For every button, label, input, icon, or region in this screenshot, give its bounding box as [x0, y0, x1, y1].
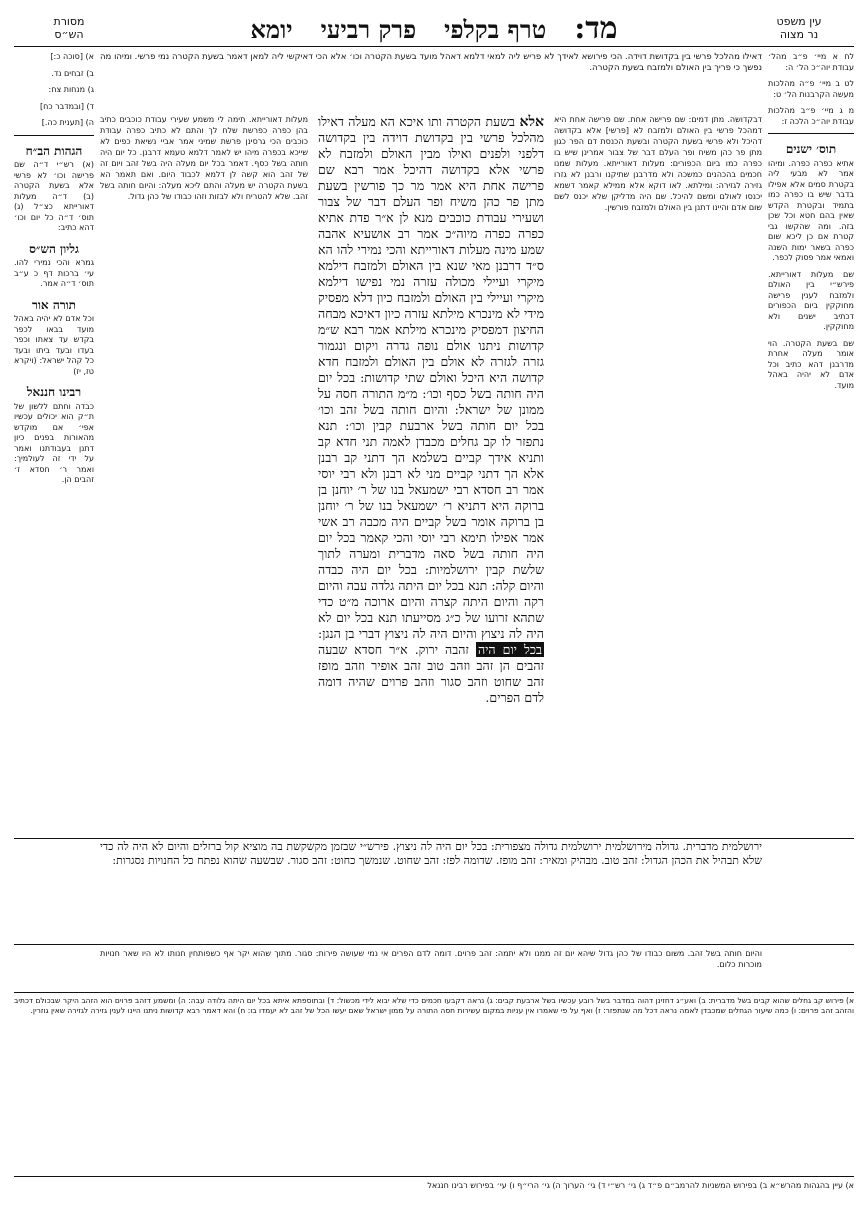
gemara-opening-word: אלא [519, 114, 544, 130]
tosafot-yeshanim-text: אתיא כפרה כפרה. ומיהו אמר לא מבעי ליה בקטרת סמים אלא אפילו בדבר שיש בו כפרה כמו בתמיד ובקטרת הקדש שאין בהם חטא וכל שכן בזה. ומה שהקשו גבי קטרת אם כן ליכא שום כפרה בשאר ימות השנה ואמאי אמר פסוק לכפר. [768, 158, 854, 262]
hagahot-habach-title: הגהות הב״ח [25, 143, 83, 158]
masoret-item: א) [סוכה כ:] [50, 52, 94, 61]
ein-mishpat-item: לח א מיי׳ פ״ב מהל׳ עבודת יוה״כ הל׳ ה: [768, 52, 854, 72]
gilyon-text: גמרא והכי נמירי להו. עי׳ ברכות דף כ ע״ב תוס׳ ד״ה אמר. [14, 258, 94, 288]
bottom-rashi: והיום חותה בשל זהב. משום כבודו של כהן גדול שיהא יום זה ממנו ולא יתמה: זהב פרוים. דומה לדם הפרים אי נמי שעושה פירות: סגור. מתוך שהוא יקר אף כשפותחין חנותו לא היו שאר חנויות מוכרות כלום. [100, 949, 762, 969]
right-margin [768, 52, 854, 397]
left-margin [14, 52, 94, 492]
separator [14, 838, 854, 839]
gemara-highlight: בכל יום היה [477, 642, 542, 657]
separator [14, 1176, 854, 1177]
torah-or-title: תורה אור [31, 297, 77, 312]
rashi-column [554, 114, 762, 834]
masoret-label: מסורת הש״ס [53, 15, 85, 41]
ein-mishpat-label: עין משפט נר מצוה [776, 15, 822, 41]
rabbenu-chananel-text: כבדה וחתם ללשון של ת״ק הוא יכולים עכשיו אפי׳ אם מוקדש מהאורות בפנים כיון דתנן בעבודתנו ואמר על ידי זה לעולמיך: ואמר ר׳ חסדא ז׳ זהבים הן. [14, 401, 94, 484]
divider [768, 133, 854, 134]
footnotes: א) פירוש קב גחלים שהוא קבים בשל מדברית: ב) ואע״ג דחזינן דהוה במדבר בשל רובע עכשיו בשל ארבעת קבים: ג) נראה דקבעו חכמים כדי שלא יבוא לידי מכשול: ד) ובתוספתא איתא בכל יום היתה גלודה עבה: ה) ומשמע דזהב פרוים הוא הזהב היקר שבכולם דכתיב והזהב זהב פרוים: ו) כמה שיעור הגחלים שמכבדן לאמה נראה דכל מה שנתפזר: ז) ואף על פי שאמרו אין עניות במקום עשירות חסה התורה על ממון ישראל שאם יעשו הכל של זהב לא יעמדו בו: ח) והא דאמר רבא קדושות ניתנו היינו לענין גזירה לגזירה שאין גוזרין. [14, 996, 854, 1015]
masoret-item: ב) זבחים נד. [51, 68, 94, 78]
page-number: מד: [574, 10, 618, 46]
divider [14, 135, 94, 136]
gemara-column [318, 114, 544, 834]
ein-mishpat-item: לט ב מיי׳ פ״ה מהלכות מעשה הקרבנות הל׳ ט: [768, 79, 854, 99]
gilyon-title: גליון הש״ס [29, 241, 79, 256]
bottom-commentary: ירושלמית מדברית. גדולה מירושלמית ירושלמית גדולה מצפורית: בכל יום היה לה ניצוץ. פירש״י שבזמן מקשקשת בה מוציא קול ברזלים והיום לא היה לה כדי שלא תבהיל את הכהן הגדול: זהב טוב. מבהיק ומאיר: זהב מופז. שדומה לפז: זהב שחוט. שנמשך כחוט: זהב סגור. שבשעה שהוא נפתח כל החנויות נסגרות: [100, 840, 762, 867]
header-title-2: פרק רביעי [320, 14, 417, 44]
rabbenu-chananel-title: רבינו חננאל [26, 385, 82, 399]
ein-mishpat-item: מ ג מיי׳ פ״ב מהלכות עבודת יוה״כ הלכה ז: [768, 106, 854, 126]
separator [14, 992, 854, 993]
gemara-text: בשעת הקטרה ותו איכא הא מעלה דאילו מהלכל פרשי בין בקדושת דוידה בין בקדושה דלפני ולפנים ואילו מבין האולם ולמזבח לא פרשי אלא בקדושה דהיכל אמר רבא שם פרישה אחת היא אמר מר כך פורשין בשעת מתן פר כהן משיח ופר העלם דבר של צבור ושעירי עבודת כוכבים מנא לן א״ר פדת אתיא כפרה כפרה מיוה״כ אמר רב אושעיא אהבה שמע מינה מעלות דאורייתא והכי נמירי להו הא ס״ד דרבנן מאי שנא בין האולם ולמזבח דילמא מיקרי ועיילי מכולה עזרה נמי נפישו דילמא מיקרי ועיילי בין האולם ולמזבח כיון דלא מפסיק מידי לא מינכרא מילתא עזרה כיון דאיכא מבחה החיצון דמפסיק מינכרא מילתא אמר רבא ש״מ קדושות ניתנו אולם נופה גדרה ויקום ונגמור גזרה לגזרה לא אולם בין האולם ולמזבח חדא קדושה היא היכל ואולם שתי קדושות: בכל יום היה חותה בשל כסף וכו׳: מ״מ התורה חסה על ממונן של ישראל: והיום חותה בשל זהב וכו׳ בכל יום חותה בשל ארבעת קבין וכו׳: תנא נתפזר לו קב גחלים מכבדן לאמה תני חדא קב ותניא אידך קביים בשלמא הך דתני קב רבנן אלא הך דתני קביים מני לא רבנן ולא רבי יוסי אמר רב חסדא רבי ישמעאל בנו של ר׳ יוחנן בן ברוקה היא דתניא ר׳ ישמעאל בנו של ר׳ יוחנן בן ברוקה אומר בשל קביים היה מכבה רב אשי אמר אפילו תימא רבי יוסי והכי קאמר בכל יום היה חותה בשל סאה מדברית ומערה לתוך שלשת קבין ירושלמיות: בכל יום היה כבדה והיום קלה: תנא בכל יום היתה גלדה עבה והיום רקה והיום היתה קצרה והיום ארוכה מ״ט כדי שתהא זרועו של כ״ג מסייעתו תנא בכל יום לא היה לה ניצוץ והיום היה לה ניצוץ דברי בן הנגן: [318, 114, 544, 641]
tosafot-text: מעלות דאורייתא. תימה לי משמע שעירי עבודת כוכבים כתיב בהן כפרה כפרשת שלח לך והתם לא כתיב כפרה עבודת כוכבים הכי גרסינן פרשת שמיני אמר אביי נשיאת כפים לא שייכא בכפרה מיהו יש לאמר דלמא טעמא דרבנן. כל יום היה חותה בשל כסף. דאמר בכל יום מעלה היה בשל זהב ויום זה של זהב הוא קשה לן דלמא לכבוד היום. ואם תאמר הא בשעת הקטרה יש מעלה והתם ליכא מעלה: והיום חותה בשל זהב. שלא להטריח ולא לבזות וזהו כבודו של כהן גדול. [100, 115, 308, 201]
tosafot-column [100, 114, 308, 834]
margin-note: שם מעלות דאורייתא. פירש״י בין האולם ולמזבח לענין פרישה מחוקקין ביום הכפורים דכתיב ישנים ולא מחוקקין. [768, 269, 854, 331]
header-title-3: יומא [250, 14, 293, 44]
torah-or-text: וכל אדם לא יהיה באהל מועד בבאו לכפר בקדש עד צאתו וכפר בעדו ובעד ביתו ובעד כל קהל ישראל: (ויקרא טז, יז) [14, 314, 94, 376]
gemara-text-end: זהבה ירוק. א״ר חסדא שבעה זהבים הן זהב וזהב טוב זהב אופיר וזהב מופז זהב שחוט וזהב סגור וזהב פרוים שהיה דומה לדם הפרים. [318, 642, 544, 705]
masoret-item: ג) מנחות צח: [48, 85, 94, 94]
page-header [14, 10, 854, 47]
header-center [251, 11, 618, 46]
tosafot-yeshanim-title: תוס׳ ישנים [785, 142, 837, 156]
hagahot-habach-text: (א) רש״י ד״ה שם פרישה וכו׳ לא פרשי אלא בשעת הקטרה (ב) ד״ה מעלות דאורייתא כצ״ל (ג) תוס׳ ד״ה כל יום וכו׳ דהא כתיב: [14, 160, 94, 232]
main-body [100, 52, 762, 836]
rashi-text: דבקדושה. מתן דמים: שם פרישה אחת. שם פרישה אחת היא דמהכל פרשי בין האולם ולמזבח לא [פרשי] אלא בקדושה דהיכל ולא פרשי בשעת הקטרה ובשעת הכנסת דם הפר כגון מתן פר כהן משיח ופר העלם דבר של צבור אמרינן שיש בו כפרה כמו ביום הכפורים: מעלות דאורייתא. מעלות שמנו חכמים בהכהנים כמשכה ולא מדרבנן שתיקנו ורבנן לא גזרו גזירה לגזירה: ומילתא. לאו דוקא אלא ממילא קאמר דשמא יכנסו לאולם ומשם להיכל. שם היה מדליקן שלא יכנס לשם שום אדם והיינו דתנן בין האולם ולמזבח פורשין. [554, 115, 762, 212]
page-footer: א) עיין בהגהות מהרש״א ב) בפירוש המשניות להרמב״ם פ״ד ג) גי׳ רש״י ד) גי׳ הערוך ה) גי׳ הרי״ף ו) עי׳ בפירוש רבינו חננאל [427, 1181, 854, 1190]
masoret-item: ה) [תענית כה.] [41, 118, 94, 127]
separator [14, 944, 854, 945]
header-title-1: טרף בקלפי [444, 14, 547, 44]
masoret-item: ד) [ובמדבר כח] [39, 101, 94, 111]
top-commentary: דאילו מהלכל פרשי בין בקדושת דוידה. הכי פירושא לאידך לא פריש ליה למאי דלמא דאהל מועד בשעת הקטרה וכו׳ אלא הכי דאיקשי ליה למאן דאמר בשעת הקטרה נמי פרשי. ומיהו מה נפשך כי פריך בין האולם ולמזבח בשעת הקטרה. [100, 52, 762, 74]
margin-note: שם בשעת הקטרה. הוי אומר מעלה אחרת מדרבנן דהא כתיב וכל אדם לא יהיה באהל מועד. [768, 338, 854, 390]
